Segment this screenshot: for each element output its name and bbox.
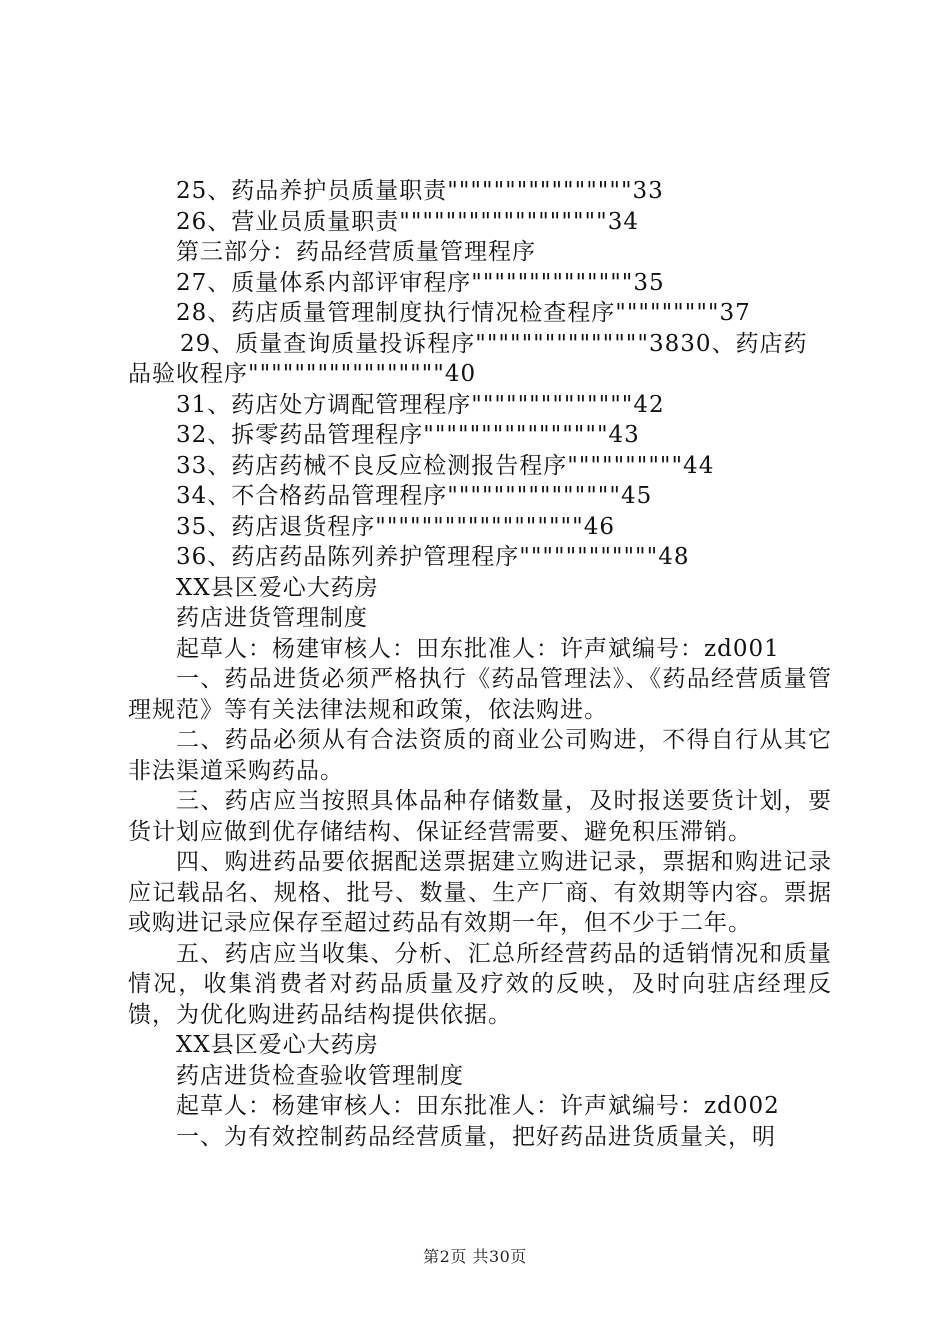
paragraph: 二、药品必须从有合法资质的商业公司购进，不得自行从其它非法渠道采购药品。: [128, 727, 832, 784]
toc-line: 26、营业员质量职责""""""""""""""""""34: [176, 208, 639, 235]
section-title: 药店进货管理制度: [176, 605, 368, 631]
toc-line: 32、拆零药品管理程序""""""""""""""""43: [176, 422, 640, 448]
paragraph: 一、药品进货必须严格执行《药品管理法》、《药品经营质量管理规范》等有关法律法规和政策，依法购进。: [128, 666, 832, 723]
paragraph: 三、药店应当按照具体品种存储数量，及时报送要货计划，要货计划应做到优存储结构、保证经营需要、避免积压滞销。: [128, 788, 832, 845]
toc-line-continued: 品验收程序"""""""""""""""""40: [128, 361, 477, 387]
toc-part-heading: 第三部分：药品经营质量管理程序: [176, 239, 536, 265]
toc-line: 25、药品养护员质量职责""""""""""""""""33: [176, 178, 664, 204]
toc-line: 34、不合格药品管理程序"""""""""""""""45: [176, 483, 653, 509]
document-meta: 起草人：杨建审核人：田东批准人：许声斌编号：zd001: [176, 635, 780, 662]
organization-name: XX县区爱心大药房: [176, 574, 379, 601]
toc-line: 36、药店药品陈列养护管理程序""""""""""""48: [176, 544, 690, 570]
toc-line: 28、药店质量管理制度执行情况检查程序"""""""""37: [176, 300, 751, 326]
paragraph: 四、购进药品要依据配送票据建立购进记录，票据和购进记录应记载品名、规格、批号、数量、生产厂商、有效期等内容。票据或购进记录应保存至超过药品有效期一年，但不少于二年。: [128, 849, 832, 936]
toc-line: 31、药店处方调配管理程序""""""""""""""42: [176, 391, 665, 418]
paragraph: 五、药店应当收集、分析、汇总所经营药品的适销情况和质量情况，收集消费者对药品质量及疗效的反映，及时向驻店经理反馈，为优化购进药品结构提供依据。: [128, 940, 832, 1028]
section-title: 药店进货检查验收管理制度: [176, 1062, 464, 1089]
toc-line: 33、药店药械不良反应检测报告程序""""""""""44: [176, 452, 715, 479]
toc-line: 27、质量体系内部评审程序""""""""""""""35: [176, 269, 665, 296]
document-meta: 起草人：杨建审核人：田东批准人：许声斌编号：zd002: [176, 1093, 780, 1119]
organization-name: XX县区爱心大药房: [176, 1032, 379, 1058]
document-body: [128, 176, 832, 1152]
paragraph: 一、为有效控制药品经营质量，把好药品进货质量关，明: [176, 1123, 776, 1150]
toc-line: 29、质量查询质量投诉程序"""""""""""""""3830、药店药: [180, 330, 808, 357]
page-footer: 第2页 共30页: [423, 1247, 527, 1266]
toc-line: 35、药店退货程序""""""""""""""""""46: [176, 513, 615, 540]
